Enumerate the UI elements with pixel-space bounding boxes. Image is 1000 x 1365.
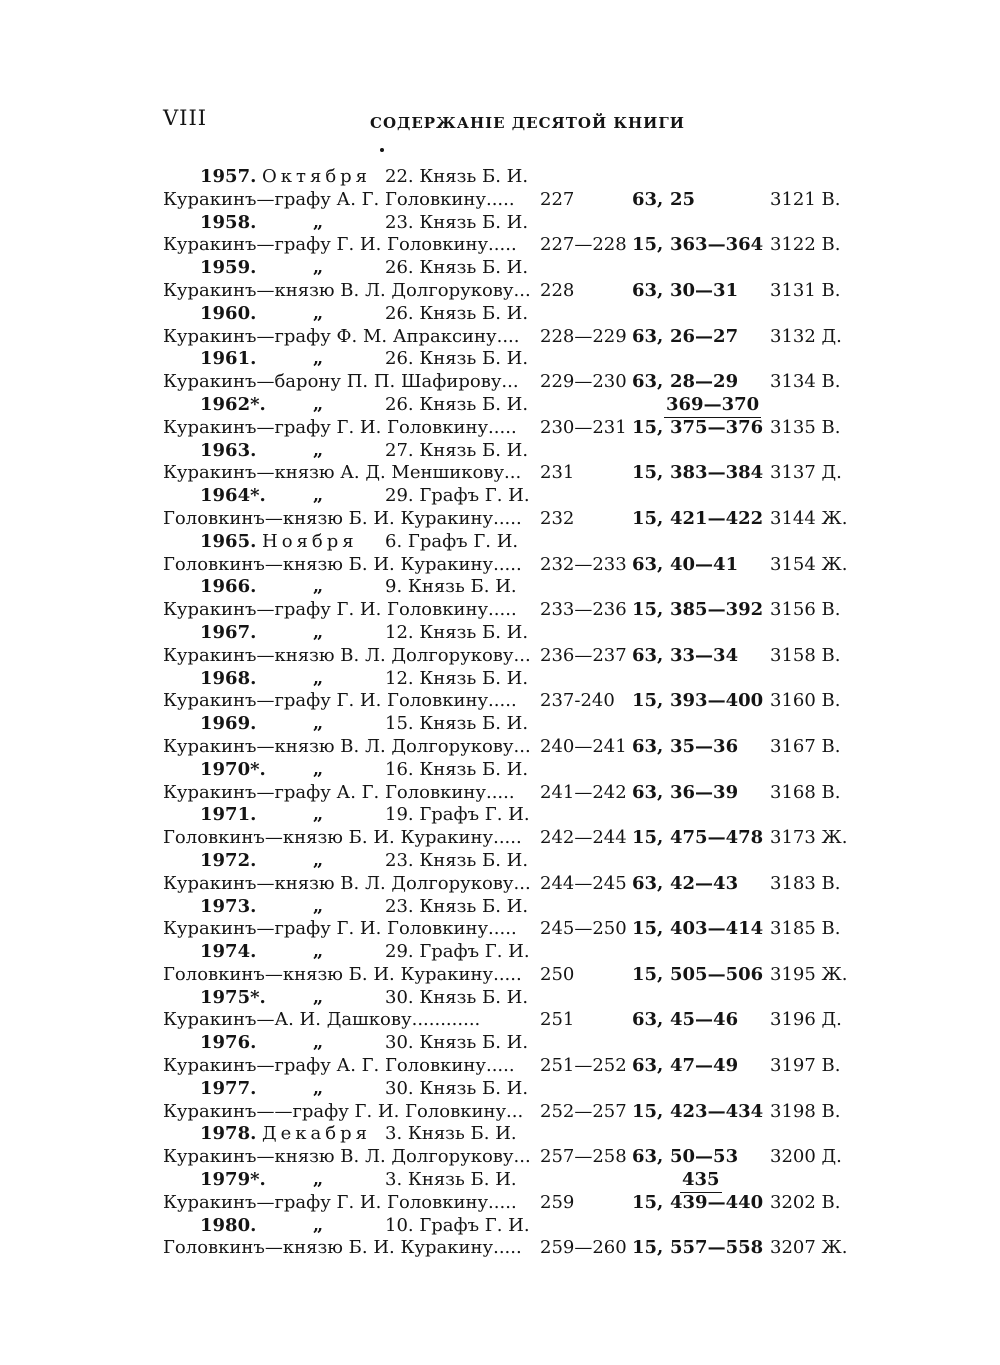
entry-day-author: 10. Графъ Г. И. (385, 1214, 530, 1236)
entry-number: 1976. (200, 1032, 257, 1054)
entry-volume: 15, (632, 599, 664, 621)
ditto-mark: „ (312, 439, 324, 461)
entry-description: Головкинъ—князю Б. И. Куракину..... (163, 507, 522, 529)
entry-day-author: 23. Князь Б. И. (385, 849, 529, 871)
entry-document-number: 3122 В. (770, 234, 841, 256)
ditto-mark (308, 531, 328, 554)
entry-day-author: 3. Князь Б. И. (385, 1169, 517, 1191)
toc-entry (0, 1123, 1000, 1169)
entry-volume-pages: 363—364 (670, 234, 764, 256)
ditto-mark: „ (312, 713, 324, 735)
entry-description: Куракинъ—графу А. Г. Головкину..... (163, 188, 515, 210)
entry-volume: 63, (632, 279, 664, 301)
entry-pages: 259—260 (540, 1237, 627, 1259)
entry-day-author: 29. Графъ Г. И. (385, 485, 530, 507)
entry-description: Куракинъ—князю А. Д. Меншикову... (163, 462, 522, 484)
entry-volume-pages: 423—434 (670, 1100, 764, 1122)
ditto-mark (308, 166, 328, 189)
entry-volume: 15, (632, 918, 664, 940)
entry-pages: 231 (540, 462, 575, 484)
entry-description: Куракинъ—графу А. Г. Головкину..... (163, 781, 515, 803)
entry-volume: 63, (632, 735, 664, 757)
entry-volume-pages: 45—46 (670, 1009, 739, 1031)
entry-volume: 63, (632, 781, 664, 803)
entry-volume-pages: 47—49 (670, 1055, 739, 1077)
toc-entry (0, 622, 1000, 668)
entry-document-number: 3168 В. (770, 781, 841, 803)
entry-description: Куракинъ—А. И. Дашкову............ (163, 1009, 481, 1031)
ditto-mark: „ (312, 667, 324, 689)
extra-pages: 369—370 (664, 394, 761, 418)
entry-day-author: 30. Князь Б. И. (385, 1077, 529, 1099)
entry-document-number: 3135 В. (770, 416, 841, 438)
ditto-mark: „ (312, 576, 324, 598)
entry-document-number: 3131 В. (770, 279, 841, 301)
entry-pages: 244—245 (540, 872, 627, 894)
toc-entry (0, 212, 1000, 258)
ditto-mark: „ (312, 758, 324, 780)
entry-pages: 251 (540, 1009, 575, 1031)
entry-volume-pages: 505—506 (670, 963, 764, 985)
entry-description: Куракинъ—графу Ф. М. Апраксину.... (163, 325, 520, 347)
entry-description: Куракинъ—князю В. Л. Долгорукову... (163, 279, 531, 301)
entry-pages: 237-240 (540, 690, 615, 712)
entry-description: Головкинъ—князю Б. И. Куракину..... (163, 963, 522, 985)
entry-document-number: 3160 В. (770, 690, 841, 712)
entry-month: Декабря (262, 1123, 371, 1145)
ditto-mark: „ (312, 257, 324, 279)
entry-day-author: 26. Князь Б. И. (385, 302, 529, 324)
entry-description: Куракинъ—графу Г. И. Головкину..... (163, 918, 517, 940)
entry-description: Куракинъ—барону П. П. Шафирову... (163, 371, 519, 393)
entry-volume-pages: 30—31 (670, 279, 739, 301)
entry-pages: 259 (540, 1191, 575, 1213)
toc-entry (0, 348, 1000, 394)
entry-number: 1965. (200, 530, 257, 552)
entry-day-author: 26. Князь Б. И. (385, 257, 529, 279)
toc-entry (0, 804, 1000, 850)
entry-volume-pages: 42—43 (670, 872, 739, 894)
entry-pages: 233—236 (540, 599, 627, 621)
entry-volume-pages: 375—376 (670, 416, 764, 438)
entry-number: 1972. (200, 849, 257, 871)
entry-document-number: 3167 В. (770, 735, 841, 757)
entry-document-number: 3197 В. (770, 1055, 841, 1077)
entry-volume: 63, (632, 1009, 664, 1031)
entry-volume-pages: 403—414 (670, 918, 764, 940)
entry-volume-pages: 40—41 (670, 553, 739, 575)
entry-month: Ноября (262, 530, 358, 552)
entry-pages: 252—257 (540, 1100, 627, 1122)
entry-document-number: 3137 Д. (770, 462, 842, 484)
entry-pages: 236—237 (540, 644, 627, 666)
toc-entry (0, 1169, 1000, 1215)
entry-pages: 250 (540, 963, 575, 985)
entry-volume: 15, (632, 827, 664, 849)
toc-entry (0, 531, 1000, 577)
entry-volume: 63, (632, 1055, 664, 1077)
ditto-mark: „ (312, 849, 324, 871)
page-number: VIII (163, 106, 208, 130)
entry-pages: 227—228 (540, 234, 627, 256)
entry-document-number: 3183 В. (770, 872, 841, 894)
entry-number: 1969. (200, 713, 257, 735)
entry-number: 1970*. (200, 758, 266, 780)
entry-volume: 15, (632, 963, 664, 985)
entry-volume: 15, (632, 507, 664, 529)
ditto-mark: „ (312, 1169, 324, 1191)
entry-number: 1964*. (200, 485, 266, 507)
entry-volume-pages: 385—392 (670, 599, 764, 621)
entry-volume: 15, (632, 416, 664, 438)
toc-entry (0, 1078, 1000, 1124)
entry-pages: 228 (540, 279, 575, 301)
toc-entry (0, 668, 1000, 714)
entry-document-number: 3156 В. (770, 599, 841, 621)
ditto-mark: „ (312, 986, 324, 1008)
ditto-mark: „ (312, 941, 324, 963)
toc-entry (0, 576, 1000, 622)
toc-entry (0, 257, 1000, 303)
entry-description: Куракинъ—князю В. Л. Долгорукову... (163, 872, 531, 894)
entry-volume-pages: 26—27 (670, 325, 739, 347)
entry-volume: 15, (632, 1237, 664, 1259)
entry-day-author: 26. Князь Б. И. (385, 393, 529, 415)
entry-volume: 63, (632, 371, 664, 393)
entry-description: Куракинъ—графу Г. И. Головкину..... (163, 1191, 517, 1213)
entry-number: 1959. (200, 257, 257, 279)
ditto-mark: „ (312, 621, 324, 643)
entry-month: Октября (262, 166, 372, 187)
entry-description: Куракинъ—графу Г. И. Головкину..... (163, 416, 517, 438)
toc-entry (0, 303, 1000, 349)
entry-volume-pages: 35—36 (670, 735, 739, 757)
entry-number: 1979*. (200, 1169, 266, 1191)
entry-day-author: 29. Графъ Г. И. (385, 941, 530, 963)
entry-volume: 63, (632, 188, 664, 210)
entry-volume-pages: 28—29 (670, 371, 739, 393)
entry-volume-pages: 50—53 (670, 1146, 739, 1168)
ditto-mark: „ (312, 895, 324, 917)
entry-day-author: 15. Князь Б. И. (385, 713, 529, 735)
entry-number: 1967. (200, 621, 257, 643)
entry-pages: 228—229 (540, 325, 627, 347)
entry-number: 1962*. (200, 393, 266, 415)
entry-number: 1958. (200, 211, 257, 233)
entry-pages: 232 (540, 507, 575, 529)
entry-number: 1980. (200, 1214, 257, 1236)
entry-pages: 229—230 (540, 371, 627, 393)
entry-number: 1974. (200, 941, 257, 963)
toc-entry (0, 166, 1000, 212)
entry-volume-pages: 393—400 (670, 690, 764, 712)
entry-day-author: 23. Князь Б. И. (385, 211, 529, 233)
entry-day-author: 12. Князь Б. И. (385, 667, 529, 689)
extra-pages: 435 (680, 1169, 722, 1193)
entry-number: 1971. (200, 804, 257, 826)
entry-pages: 251—252 (540, 1055, 627, 1077)
entry-description: Куракинъ—князю В. Л. Долгорукову... (163, 644, 531, 666)
entry-number: 1968. (200, 667, 257, 689)
entry-number: 1957. (200, 166, 257, 187)
entry-description: Куракинъ—князю В. Л. Долгорукову... (163, 1146, 531, 1168)
entry-day-author: 30. Князь Б. И. (385, 986, 529, 1008)
table-of-contents (0, 166, 1000, 1260)
toc-entry (0, 1032, 1000, 1078)
entry-day-author: 12. Князь Б. И. (385, 621, 529, 643)
ink-dot (380, 148, 384, 152)
toc-entry (0, 759, 1000, 805)
entry-number: 1960. (200, 302, 257, 324)
entry-volume: 63, (632, 1146, 664, 1168)
entry-document-number: 3134 В. (770, 371, 841, 393)
toc-entry (0, 485, 1000, 531)
ditto-mark: „ (312, 393, 324, 415)
ditto-mark: „ (312, 1214, 324, 1236)
entry-volume: 15, (632, 1191, 664, 1213)
ditto-mark: „ (312, 1077, 324, 1099)
entry-volume: 63, (632, 872, 664, 894)
entry-volume: 15, (632, 462, 664, 484)
entry-description: Куракинъ—князю В. Л. Долгорукову... (163, 735, 531, 757)
entry-description: Куракинъ—графу А. Г. Головкину..... (163, 1055, 515, 1077)
entry-document-number: 3173 Ж. (770, 827, 848, 849)
ditto-mark: „ (312, 348, 324, 370)
entry-volume: 15, (632, 234, 664, 256)
entry-number: 1975*. (200, 986, 266, 1008)
entry-day-author: 27. Князь Б. И. (385, 439, 529, 461)
entry-document-number: 3121 В. (770, 188, 841, 210)
entry-description: Куракинъ——графу Г. И. Головкину... (163, 1100, 524, 1122)
entry-pages: 257—258 (540, 1146, 627, 1168)
entry-description: Головкинъ—князю Б. И. Куракину..... (163, 827, 522, 849)
ditto-mark: „ (312, 1032, 324, 1054)
entry-document-number: 3198 В. (770, 1100, 841, 1122)
entry-volume-pages: 383—384 (670, 462, 764, 484)
entry-volume: 63, (632, 644, 664, 666)
entry-volume: 63, (632, 325, 664, 347)
entry-description: Головкинъ—князю Б. И. Куракину..... (163, 1237, 522, 1259)
entry-volume-pages: 475—478 (670, 827, 764, 849)
entry-document-number: 3196 Д. (770, 1009, 842, 1031)
entry-document-number: 3200 Д. (770, 1146, 842, 1168)
entry-day-author: 30. Князь Б. И. (385, 1032, 529, 1054)
entry-document-number: 3144 Ж. (770, 507, 848, 529)
entry-volume-pages: 557—558 (670, 1237, 764, 1259)
entry-volume-pages: 33—34 (670, 644, 739, 666)
entry-volume-pages: 25 (670, 188, 696, 210)
entry-day-author: 6. Графъ Г. И. (385, 530, 519, 552)
entry-document-number: 3202 В. (770, 1191, 841, 1213)
entry-pages: 240—241 (540, 735, 627, 757)
ditto-mark: „ (312, 302, 324, 324)
toc-entry (0, 987, 1000, 1033)
entry-document-number: 3158 В. (770, 644, 841, 666)
toc-entry (0, 440, 1000, 486)
ditto-mark: „ (312, 804, 324, 826)
entry-number: 1963. (200, 439, 257, 461)
entry-pages: 227 (540, 188, 575, 210)
entry-number: 1973. (200, 895, 257, 917)
toc-entry (0, 1215, 1000, 1261)
entry-pages: 242—244 (540, 827, 627, 849)
entry-day-author: 22. Князь Б. И. (385, 166, 529, 187)
entry-document-number: 3207 Ж. (770, 1237, 848, 1259)
entry-day-author: 23. Князь Б. И. (385, 895, 529, 917)
entry-pages: 241—242 (540, 781, 627, 803)
entry-pages: 232—233 (540, 553, 627, 575)
entry-document-number: 3195 Ж. (770, 963, 848, 985)
entry-pages: 245—250 (540, 918, 627, 940)
ditto-mark: „ (312, 211, 324, 233)
page-title: СОДЕРЖАНIЕ ДЕСЯТОЙ КНИГИ (370, 114, 685, 132)
entry-pages: 230—231 (540, 416, 627, 438)
toc-entry (0, 713, 1000, 759)
entry-description: Куракинъ—графу Г. И. Головкину..... (163, 599, 517, 621)
entry-day-author: 3. Князь Б. И. (385, 1123, 517, 1145)
ditto-mark: „ (312, 485, 324, 507)
entry-day-author: 9. Князь Б. И. (385, 576, 517, 598)
entry-volume: 63, (632, 553, 664, 575)
toc-entry (0, 941, 1000, 987)
toc-entry (0, 394, 1000, 440)
entry-description: Куракинъ—графу Г. И. Головкину..... (163, 690, 517, 712)
entry-document-number: 3185 В. (770, 918, 841, 940)
entry-number: 1978. (200, 1123, 257, 1145)
entry-volume-pages: 36—39 (670, 781, 739, 803)
entry-number: 1966. (200, 576, 257, 598)
entry-document-number: 3132 Д. (770, 325, 842, 347)
toc-entry (0, 850, 1000, 896)
entry-number: 1977. (200, 1077, 257, 1099)
entry-description: Куракинъ—графу Г. И. Головкину..... (163, 234, 517, 256)
entry-number: 1961. (200, 348, 257, 370)
entry-day-author: 16. Князь Б. И. (385, 758, 529, 780)
entry-volume-pages: 421—422 (670, 507, 764, 529)
ditto-mark (308, 1123, 328, 1146)
entry-document-number: 3154 Ж. (770, 553, 848, 575)
entry-volume: 15, (632, 690, 664, 712)
entry-day-author: 19. Графъ Г. И. (385, 804, 530, 826)
toc-entry (0, 896, 1000, 942)
entry-day-author: 26. Князь Б. И. (385, 348, 529, 370)
entry-volume: 15, (632, 1100, 664, 1122)
entry-description: Головкинъ—князю Б. И. Куракину..... (163, 553, 522, 575)
entry-volume-pages: 439—440 (670, 1191, 764, 1213)
